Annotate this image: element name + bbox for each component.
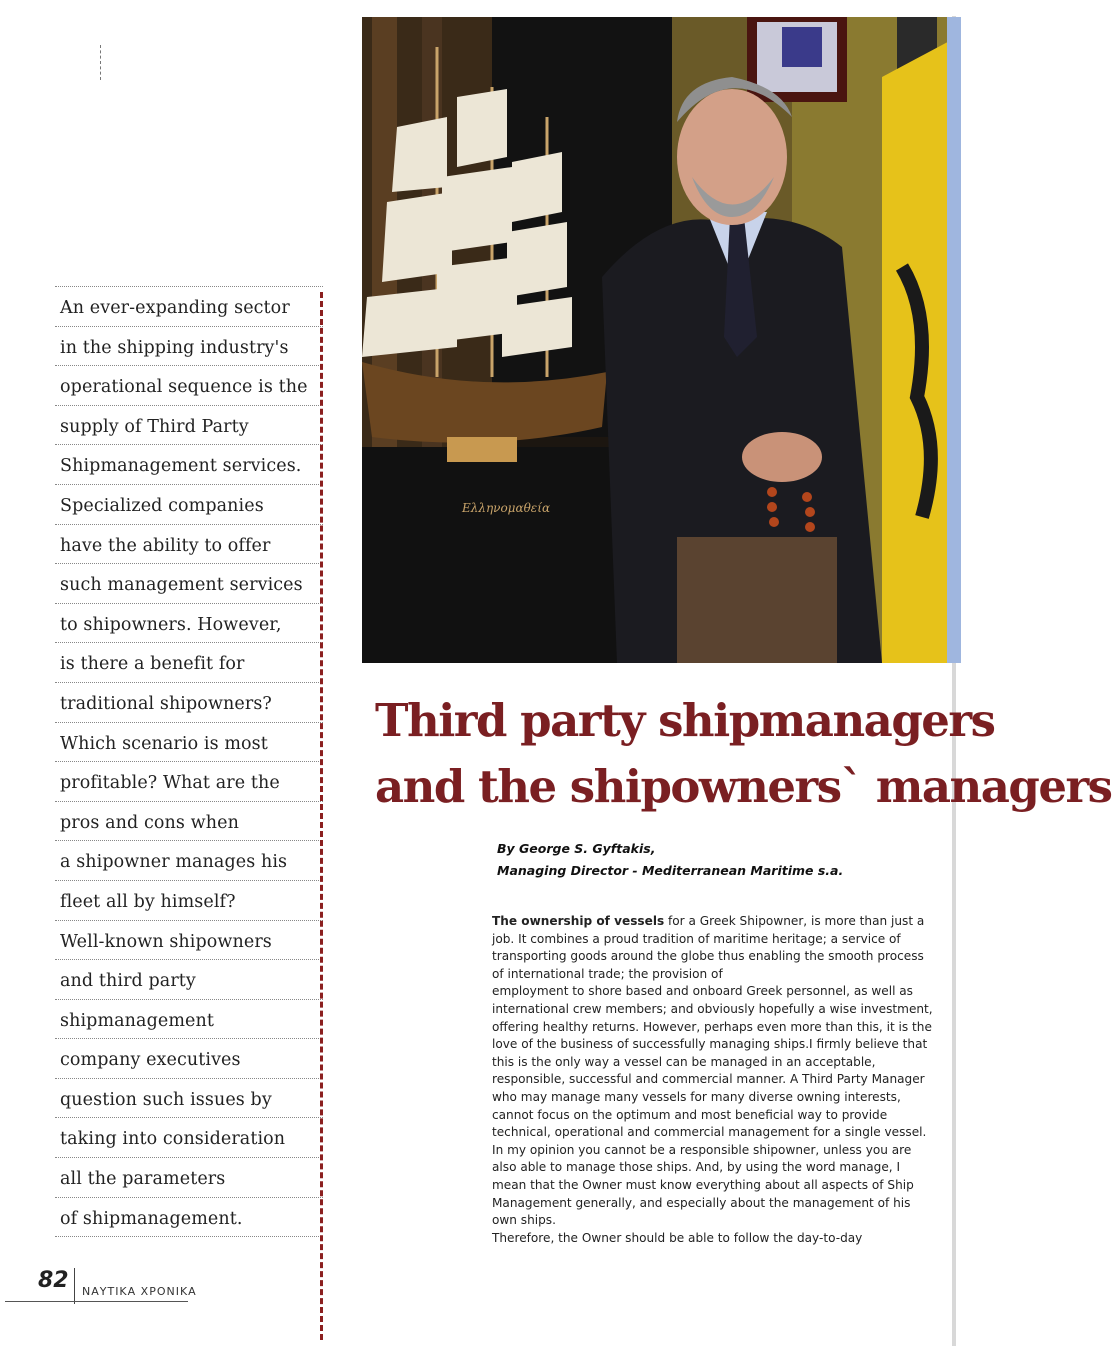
byline	[497, 838, 843, 882]
body-paragraph-2: employment to shore based and onboard Greek personnel, as well as international crew members; and obviously hopefully a wise investment, offering healthy returns. However, perhaps even more than this, it is the love of the business of successfully managing ships.I firmly believe that this is the only way a vessel can be managed in an acceptable, responsible, successful and commercial manner. A Third Party Manager who may manage many vessels for many diverse owning interests, cannot focus on the optimum and most beneficial way to provide technical, operational and commercial management for a single vessel. In my opinion you cannot be a responsible shipowner, unless you are also able to manage those ships. And, by using the word manage, I mean that the Owner must know everything about all aspects of Ship Management generally, and especially about the management of his own ships.	[492, 984, 933, 1228]
sidebar-line: of shipmanagement.	[55, 1198, 323, 1238]
article-photo	[362, 17, 961, 663]
sidebar-line: operational sequence is the	[55, 366, 323, 406]
sidebar-line: such management services	[55, 564, 323, 604]
title-line-1: Third party shipmanagers	[375, 694, 995, 747]
sidebar-divider	[320, 292, 323, 1340]
footer-divider	[74, 1268, 75, 1304]
sidebar-line: Specialized companies	[55, 485, 323, 525]
byline-author: By George S. Gyftakis,	[497, 841, 656, 856]
article-title	[375, 688, 1112, 820]
page-number: 82	[38, 1268, 69, 1293]
sidebar-line: traditional shipowners?	[55, 683, 323, 723]
sidebar-line: and third party	[55, 960, 323, 1000]
lead-in: The ownership of vessels	[492, 914, 665, 928]
sidebar-line: have the ability to offer	[55, 525, 323, 565]
crop-mark	[100, 45, 101, 80]
sidebar-line: all the parameters	[55, 1158, 323, 1198]
sidebar-line: a shipowner manages his	[55, 841, 323, 881]
title-line-2: and the shipowners` managers	[375, 760, 1112, 813]
sidebar-intro	[55, 286, 323, 1237]
sidebar-line: to shipowners. However,	[55, 604, 323, 644]
body-paragraph-1	[492, 913, 937, 983]
sidebar-line: An ever-expanding sector	[55, 287, 323, 327]
sidebar-line: Which scenario is most	[55, 723, 323, 763]
sidebar-line: question such issues by	[55, 1079, 323, 1119]
body-paragraph-3: Therefore, the Owner should be able to follow the day-to-day	[492, 1230, 863, 1245]
sidebar-line: in the shipping industry's	[55, 327, 323, 367]
sidebar-line: fleet all by himself?	[55, 881, 323, 921]
sidebar-line: pros and cons when	[55, 802, 323, 842]
sidebar-line: profitable? What are the	[55, 762, 323, 802]
body-text-1: for a Greek Shipowner, is more than just a job. It combines a proud tradition of maritime heritage; a service of transporting goods around the globe thus enabling the smooth process of international trade; the provision of	[492, 914, 925, 981]
sidebar-line: Shipmanagement services.	[55, 445, 323, 485]
sidebar-line: is there a benefit for	[55, 643, 323, 683]
sidebar-line: Well-known shipowners	[55, 921, 323, 961]
article-body	[492, 913, 937, 1247]
footer-rule	[5, 1301, 188, 1302]
sidebar-line: supply of Third Party	[55, 406, 323, 446]
sidebar-line: taking into consideration	[55, 1118, 323, 1158]
sidebar-line: company executives	[55, 1039, 323, 1079]
sidebar-line: shipmanagement	[55, 1000, 323, 1040]
plaque-text: Ελληνομαθεία	[462, 501, 551, 515]
byline-role: Managing Director - Mediterranean Maritime s.a.	[497, 863, 844, 878]
magazine-name: ΝΑΥΤΙΚΑ ΧΡΟΝΙΚΑ	[82, 1285, 197, 1298]
